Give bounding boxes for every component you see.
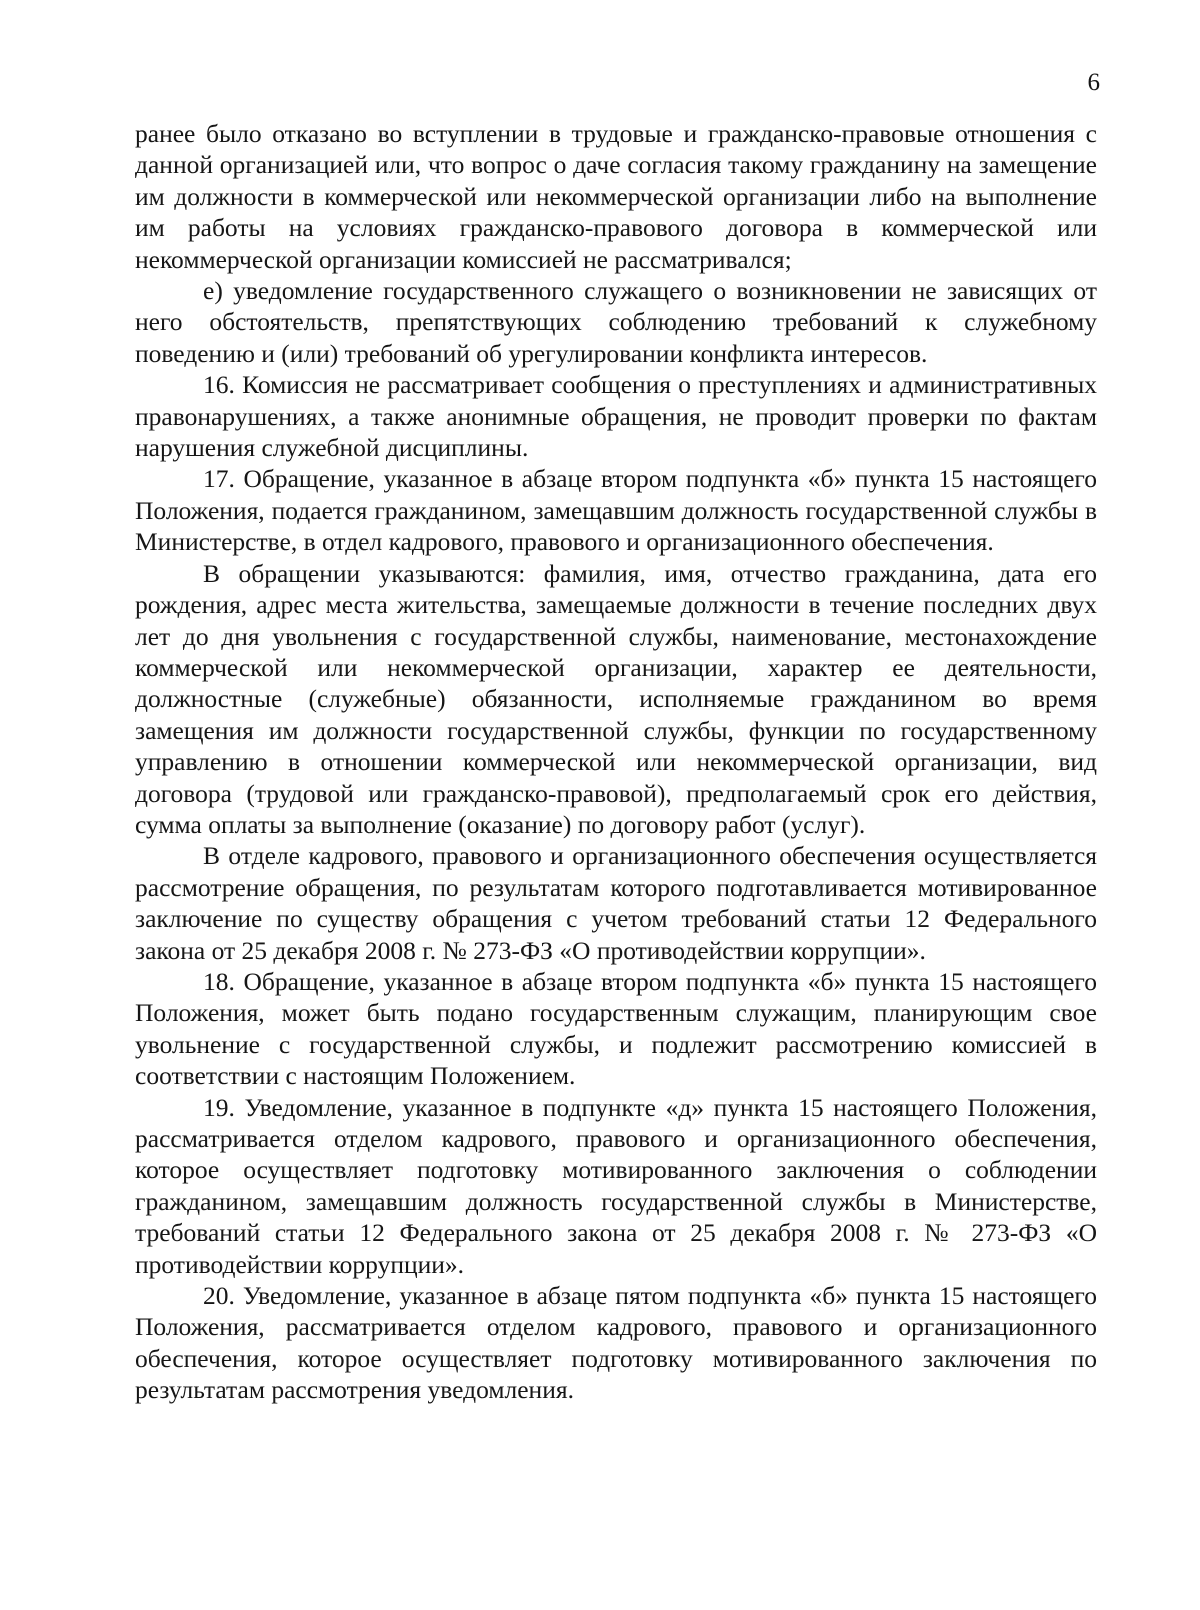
paragraph-19: 19. Уведомление, указанное в подпункте «д» пункта 15 настоящего Положения, рассматривается отделом кадрового, правового и организационного обеспечения, которое осуществляет подготовку мотивированного заключения о соблюдении гражданином, замещавшим должность государственной службы в Министерстве, требований статьи 12 Федерального закона от 25 декабря 2008 г. № 273-ФЗ «О противодействии коррупции». bbox=[135, 1092, 1097, 1279]
paragraph-16: 16. Комиссия не рассматривает сообщения о преступлениях и административных правонарушениях, а также анонимные обращения, не проводит проверки по фактам нарушения служебной дисциплины. bbox=[135, 370, 1097, 463]
paragraph-18: 18. Обращение, указанное в абзаце втором подпункта «б» пункта 15 настоящего Положения, может быть подано государственным служащим, планирующим свое увольнение с государственной службы, и подлежит рассмотрению комиссией в соответствии с настоящим Положением. bbox=[135, 966, 1097, 1091]
paragraph-17: 17. Обращение, указанное в абзаце втором подпункта «б» пункта 15 настоящего Положения, подается гражданином, замещавшим должность государственной службы в Министерстве, в отдел кадрового, правового и организационного обеспечения. bbox=[135, 464, 1097, 557]
paragraph-17-contents: В обращении указываются: фамилия, имя, отчество гражданина, дата его рождения, адрес места жительства, замещаемые должности в течение последних двух лет до дня увольнения с государственной службы, наименование, местонахождение коммерческой или некоммерческой организации, характер ее деятельности, должностные (служебные) обязанности, исполняемые гражданином во время замещения им должности государственной службы, функции по государственному управлению в отношении коммерческой или некоммерческой организации, вид договора (трудовой или гражданско-правовой), предполагаемый срок его действия, сумма оплаты за выполнение (оказание) по договору работ (услуг). bbox=[135, 558, 1097, 839]
paragraph-continuation: ранее было отказано во вступлении в трудовые и гражданско-правовые отношения с данной организацией или, что вопрос о даче согласия такому гражданину на замещение им должности в коммерческой или некоммерческой организации либо на выполнение им работы на условиях гражданско-правового договора в коммерческой или некоммерческой организации комиссией не рассматривался; bbox=[135, 119, 1097, 274]
paragraph-item-e: е) уведомление государственного служащего о возникновении не зависящих от него обстоятельств, препятствующих соблюдению требований к служебному поведению и (или) требований об урегулировании конфликта интересов. bbox=[135, 276, 1097, 368]
document-body bbox=[135, 118, 1097, 1406]
page-number: 6 bbox=[1087, 69, 1100, 96]
paragraph-20: 20. Уведомление, указанное в абзаце пятом подпункта «б» пункта 15 настоящего Положения, рассматривается отделом кадрового, правового и организационного обеспечения, которое осуществляет подготовку мотивированного заключения по результатам рассмотрения уведомления. bbox=[135, 1281, 1097, 1405]
paragraph-17-review: В отделе кадрового, правового и организационного обеспечения осуществляется рассмотрение обращения, по результатам которого подготавливается мотивированное заключение по существу обращения с учетом требований статьи 12 Федерального закона от 25 декабря 2008 г. № 273-ФЗ «О противодействии коррупции». bbox=[135, 841, 1097, 965]
